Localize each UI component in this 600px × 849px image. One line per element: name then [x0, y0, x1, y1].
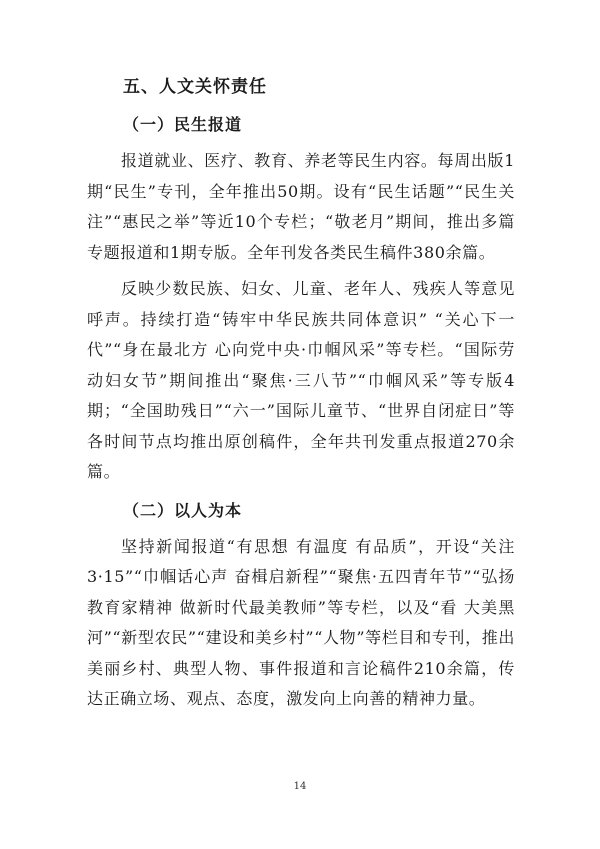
subsection-heading-livelihood: （一）民生报道 — [123, 115, 243, 134]
paragraph-minority-voices: 反映少数民族、妇女、儿童、老年人、残疾人等意见呼声。持续打造“铸牢中华民族共同体意识” “关心下一代”“身在最北方 心向党中央·巾帼风采”等专栏。“国际劳动妇女节”期间推出“聚焦·三八节”“巾帼风采”等专版4期；“全国助残日”“六一”国际儿童节、“世界自闭症日”等各时间节点均推出原创稿件，全年共刊发重点报道270余篇。 — [87, 279, 515, 481]
paragraph-people-oriented: 坚持新闻报道“有思想 有温度 有品质”，开设“关注3·15”“巾帼话心声 奋楫启新程”“聚焦·五四青年节”“弘扬教育家精神 做新时代最美教师”等专栏，以及“看 大美黑河”“新型农民”“建设和美乡村”“人物”等栏目和专刊，推出美丽乡村、典型人物、事件报道和言论稿件210余篇，传达正确立场、观点、态度，激发向上向善的精神力量。 — [87, 536, 515, 708]
page-number: 14 — [293, 781, 307, 792]
subsection-heading-people-oriented: （二）以人为本 — [123, 500, 243, 520]
page-content — [87, 72, 515, 715]
paragraph-livelihood-coverage: 报道就业、医疗、教育、养老等民生内容。每周出版1期“民生”专刊，全年推出50期。设有“民生话题”“民生关注”“惠民之举”等近10个专栏；“敬老月”期间，推出多篇专题报道和1期专版。全年刊发各类民生稿件380余篇。 — [87, 151, 515, 262]
section-heading: 五、人文关怀责任 — [123, 77, 267, 97]
